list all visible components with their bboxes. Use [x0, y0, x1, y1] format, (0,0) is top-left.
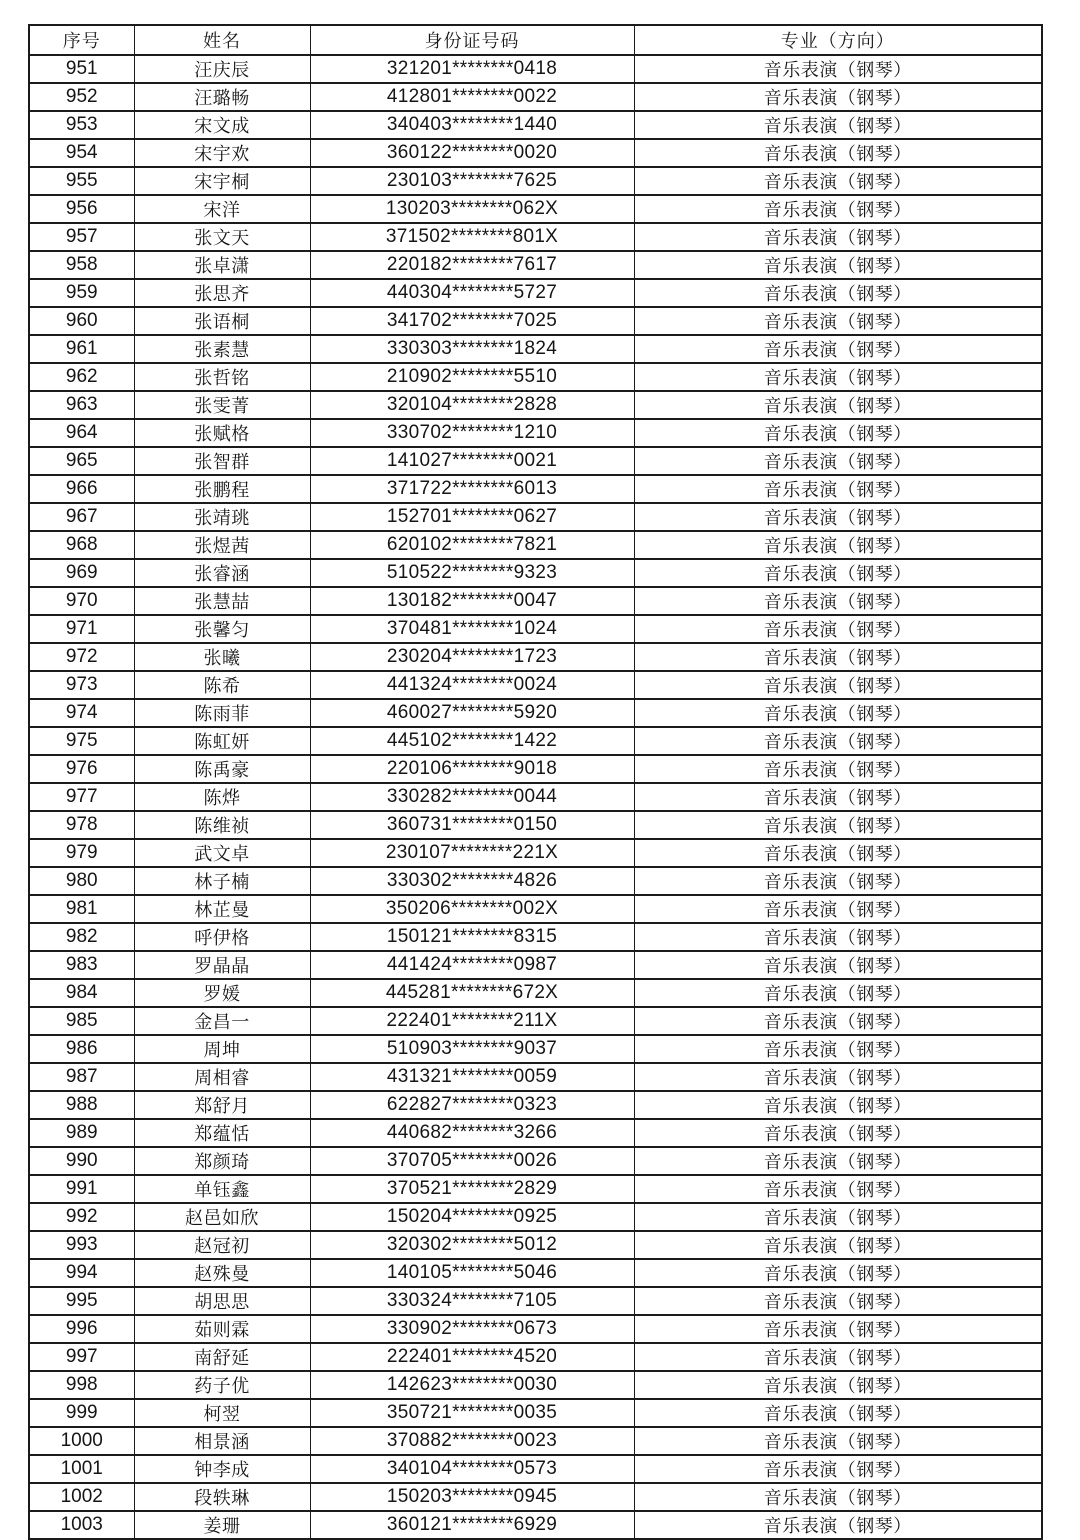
- table-row: [29, 55, 1042, 83]
- cell-major: 音乐表演（钢琴）: [634, 1119, 1042, 1147]
- cell-major: 音乐表演（钢琴）: [634, 1399, 1042, 1427]
- cell-name: 张靖珧: [134, 503, 310, 531]
- cell-name: 张煜茜: [134, 531, 310, 559]
- cell-name: 张语桐: [134, 307, 310, 335]
- cell-name: 汪璐畅: [134, 83, 310, 111]
- cell-name: 宋文成: [134, 111, 310, 139]
- header-row: [29, 25, 1042, 55]
- cell-major: 音乐表演（钢琴）: [634, 167, 1042, 195]
- table-row: [29, 251, 1042, 279]
- cell-major: 音乐表演（钢琴）: [634, 531, 1042, 559]
- cell-id-number: 142623********0030: [310, 1371, 634, 1399]
- cell-id-number: 222401********4520: [310, 1343, 634, 1371]
- cell-serial-number: 979: [29, 839, 134, 867]
- cell-id-number: 320302********5012: [310, 1231, 634, 1259]
- cell-id-number: 341702********7025: [310, 307, 634, 335]
- table-row: [29, 615, 1042, 643]
- cell-name: 陈禹豪: [134, 755, 310, 783]
- cell-id-number: 130203********062X: [310, 195, 634, 223]
- table-row: [29, 391, 1042, 419]
- cell-serial-number: 999: [29, 1399, 134, 1427]
- cell-serial-number: 980: [29, 867, 134, 895]
- cell-id-number: 622827********0323: [310, 1091, 634, 1119]
- table-row: [29, 447, 1042, 475]
- cell-serial-number: 956: [29, 195, 134, 223]
- cell-id-number: 330702********1210: [310, 419, 634, 447]
- cell-major: 音乐表演（钢琴）: [634, 839, 1042, 867]
- cell-name: 陈雨菲: [134, 699, 310, 727]
- table-row: [29, 1483, 1042, 1511]
- header-serial-number: 序号: [29, 25, 134, 55]
- cell-serial-number: 1003: [29, 1511, 134, 1539]
- cell-major: 音乐表演（钢琴）: [634, 1147, 1042, 1175]
- cell-serial-number: 961: [29, 335, 134, 363]
- table-row: [29, 587, 1042, 615]
- cell-serial-number: 995: [29, 1287, 134, 1315]
- cell-id-number: 445102********1422: [310, 727, 634, 755]
- cell-id-number: 510903********9037: [310, 1035, 634, 1063]
- cell-serial-number: 987: [29, 1063, 134, 1091]
- cell-major: 音乐表演（钢琴）: [634, 1203, 1042, 1231]
- cell-serial-number: 978: [29, 811, 134, 839]
- table-row: [29, 1427, 1042, 1455]
- cell-name: 陈烨: [134, 783, 310, 811]
- cell-id-number: 510522********9323: [310, 559, 634, 587]
- table-row: [29, 223, 1042, 251]
- cell-id-number: 230103********7625: [310, 167, 634, 195]
- header-major: 专业（方向）: [634, 25, 1042, 55]
- cell-name: 张赋格: [134, 419, 310, 447]
- table-row: [29, 559, 1042, 587]
- cell-name: 宋宇欢: [134, 139, 310, 167]
- cell-major: 音乐表演（钢琴）: [634, 195, 1042, 223]
- table-row: [29, 1147, 1042, 1175]
- cell-serial-number: 957: [29, 223, 134, 251]
- cell-major: 音乐表演（钢琴）: [634, 1091, 1042, 1119]
- table-row: [29, 895, 1042, 923]
- cell-serial-number: 951: [29, 55, 134, 83]
- cell-major: 音乐表演（钢琴）: [634, 475, 1042, 503]
- cell-major: 音乐表演（钢琴）: [634, 923, 1042, 951]
- table-row: [29, 1091, 1042, 1119]
- cell-id-number: 360731********0150: [310, 811, 634, 839]
- table-row: [29, 1315, 1042, 1343]
- cell-id-number: 321201********0418: [310, 55, 634, 83]
- cell-id-number: 330324********7105: [310, 1287, 634, 1315]
- table-row: [29, 1119, 1042, 1147]
- cell-major: 音乐表演（钢琴）: [634, 587, 1042, 615]
- cell-id-number: 371502********801X: [310, 223, 634, 251]
- cell-name: 赵冠初: [134, 1231, 310, 1259]
- cell-major: 音乐表演（钢琴）: [634, 503, 1042, 531]
- cell-major: 音乐表演（钢琴）: [634, 1287, 1042, 1315]
- cell-major: 音乐表演（钢琴）: [634, 1007, 1042, 1035]
- cell-name: 张卓潇: [134, 251, 310, 279]
- cell-serial-number: 996: [29, 1315, 134, 1343]
- cell-id-number: 370705********0026: [310, 1147, 634, 1175]
- cell-major: 音乐表演（钢琴）: [634, 1231, 1042, 1259]
- cell-name: 张睿涵: [134, 559, 310, 587]
- table-row: [29, 307, 1042, 335]
- cell-id-number: 460027********5920: [310, 699, 634, 727]
- table-row: [29, 1203, 1042, 1231]
- table-row: [29, 1231, 1042, 1259]
- cell-id-number: 441424********0987: [310, 951, 634, 979]
- cell-id-number: 445281********672X: [310, 979, 634, 1007]
- cell-serial-number: 968: [29, 531, 134, 559]
- cell-serial-number: 953: [29, 111, 134, 139]
- cell-major: 音乐表演（钢琴）: [634, 419, 1042, 447]
- table-row: [29, 363, 1042, 391]
- cell-name: 张智群: [134, 447, 310, 475]
- cell-name: 张雯菁: [134, 391, 310, 419]
- table-row: [29, 867, 1042, 895]
- cell-id-number: 340104********0573: [310, 1455, 634, 1483]
- cell-major: 音乐表演（钢琴）: [634, 615, 1042, 643]
- cell-id-number: 150203********0945: [310, 1483, 634, 1511]
- cell-serial-number: 998: [29, 1371, 134, 1399]
- cell-id-number: 431321********0059: [310, 1063, 634, 1091]
- cell-name: 汪庆辰: [134, 55, 310, 83]
- cell-name: 张馨匀: [134, 615, 310, 643]
- cell-serial-number: 952: [29, 83, 134, 111]
- cell-id-number: 222401********211X: [310, 1007, 634, 1035]
- table-row: [29, 643, 1042, 671]
- cell-major: 音乐表演（钢琴）: [634, 251, 1042, 279]
- cell-name: 钟李成: [134, 1455, 310, 1483]
- cell-id-number: 412801********0022: [310, 83, 634, 111]
- table-row: [29, 783, 1042, 811]
- cell-id-number: 130182********0047: [310, 587, 634, 615]
- cell-name: 周相睿: [134, 1063, 310, 1091]
- cell-serial-number: 982: [29, 923, 134, 951]
- cell-major: 音乐表演（钢琴）: [634, 755, 1042, 783]
- cell-serial-number: 993: [29, 1231, 134, 1259]
- cell-name: 姜珊: [134, 1511, 310, 1539]
- cell-major: 音乐表演（钢琴）: [634, 1427, 1042, 1455]
- cell-name: 宋洋: [134, 195, 310, 223]
- cell-major: 音乐表演（钢琴）: [634, 307, 1042, 335]
- cell-major: 音乐表演（钢琴）: [634, 391, 1042, 419]
- table-row: [29, 1343, 1042, 1371]
- table-row: [29, 139, 1042, 167]
- cell-id-number: 371722********6013: [310, 475, 634, 503]
- cell-major: 音乐表演（钢琴）: [634, 363, 1042, 391]
- cell-id-number: 220106********9018: [310, 755, 634, 783]
- cell-name: 柯翌: [134, 1399, 310, 1427]
- cell-major: 音乐表演（钢琴）: [634, 727, 1042, 755]
- cell-name: 周坤: [134, 1035, 310, 1063]
- cell-serial-number: 967: [29, 503, 134, 531]
- cell-serial-number: 960: [29, 307, 134, 335]
- cell-major: 音乐表演（钢琴）: [634, 1315, 1042, 1343]
- cell-serial-number: 984: [29, 979, 134, 1007]
- table-row: [29, 335, 1042, 363]
- table-row: [29, 279, 1042, 307]
- cell-id-number: 370481********1024: [310, 615, 634, 643]
- cell-name: 相景涵: [134, 1427, 310, 1455]
- cell-serial-number: 964: [29, 419, 134, 447]
- cell-name: 胡思思: [134, 1287, 310, 1315]
- table-row: [29, 1175, 1042, 1203]
- cell-id-number: 360122********0020: [310, 139, 634, 167]
- cell-id-number: 330902********0673: [310, 1315, 634, 1343]
- cell-serial-number: 990: [29, 1147, 134, 1175]
- cell-serial-number: 962: [29, 363, 134, 391]
- cell-serial-number: 991: [29, 1175, 134, 1203]
- table-row: [29, 1007, 1042, 1035]
- table-row: [29, 923, 1042, 951]
- table-row: [29, 503, 1042, 531]
- table-row: [29, 1511, 1042, 1539]
- cell-major: 音乐表演（钢琴）: [634, 279, 1042, 307]
- cell-name: 赵殊曼: [134, 1259, 310, 1287]
- cell-id-number: 360121********6929: [310, 1511, 634, 1539]
- table-row: [29, 839, 1042, 867]
- header-name: 姓名: [134, 25, 310, 55]
- cell-id-number: 350206********002X: [310, 895, 634, 923]
- cell-serial-number: 965: [29, 447, 134, 475]
- cell-id-number: 141027********0021: [310, 447, 634, 475]
- table-row: [29, 951, 1042, 979]
- cell-id-number: 350721********0035: [310, 1399, 634, 1427]
- cell-id-number: 150121********8315: [310, 923, 634, 951]
- cell-id-number: 330282********0044: [310, 783, 634, 811]
- cell-serial-number: 969: [29, 559, 134, 587]
- cell-major: 音乐表演（钢琴）: [634, 643, 1042, 671]
- table-row: [29, 1063, 1042, 1091]
- cell-serial-number: 992: [29, 1203, 134, 1231]
- cell-serial-number: 963: [29, 391, 134, 419]
- cell-name: 金昌一: [134, 1007, 310, 1035]
- cell-major: 音乐表演（钢琴）: [634, 1483, 1042, 1511]
- table-row: [29, 671, 1042, 699]
- cell-name: 张鹏程: [134, 475, 310, 503]
- cell-serial-number: 985: [29, 1007, 134, 1035]
- student-roster-table: [28, 24, 1043, 1540]
- cell-name: 郑舒月: [134, 1091, 310, 1119]
- table-row: [29, 1399, 1042, 1427]
- cell-major: 音乐表演（钢琴）: [634, 811, 1042, 839]
- cell-major: 音乐表演（钢琴）: [634, 671, 1042, 699]
- cell-serial-number: 966: [29, 475, 134, 503]
- cell-id-number: 220182********7617: [310, 251, 634, 279]
- cell-id-number: 340403********1440: [310, 111, 634, 139]
- cell-serial-number: 986: [29, 1035, 134, 1063]
- table-row: [29, 1287, 1042, 1315]
- cell-name: 陈维祯: [134, 811, 310, 839]
- table-row: [29, 111, 1042, 139]
- table-row: [29, 1455, 1042, 1483]
- cell-name: 南舒延: [134, 1343, 310, 1371]
- table-row: [29, 83, 1042, 111]
- table-row: [29, 475, 1042, 503]
- cell-name: 陈虹妍: [134, 727, 310, 755]
- cell-name: 郑颜琦: [134, 1147, 310, 1175]
- cell-serial-number: 959: [29, 279, 134, 307]
- cell-name: 张曦: [134, 643, 310, 671]
- cell-major: 音乐表演（钢琴）: [634, 111, 1042, 139]
- cell-id-number: 440304********5727: [310, 279, 634, 307]
- cell-major: 音乐表演（钢琴）: [634, 1259, 1042, 1287]
- header-id-number: 身份证号码: [310, 25, 634, 55]
- table-row: [29, 811, 1042, 839]
- table-row: [29, 195, 1042, 223]
- cell-serial-number: 976: [29, 755, 134, 783]
- cell-name: 药子优: [134, 1371, 310, 1399]
- cell-name: 单钰鑫: [134, 1175, 310, 1203]
- cell-name: 林子楠: [134, 867, 310, 895]
- cell-id-number: 230204********1723: [310, 643, 634, 671]
- cell-serial-number: 1002: [29, 1483, 134, 1511]
- cell-name: 林芷曼: [134, 895, 310, 923]
- cell-major: 音乐表演（钢琴）: [634, 895, 1042, 923]
- cell-serial-number: 1000: [29, 1427, 134, 1455]
- cell-major: 音乐表演（钢琴）: [634, 951, 1042, 979]
- cell-major: 音乐表演（钢琴）: [634, 335, 1042, 363]
- cell-major: 音乐表演（钢琴）: [634, 559, 1042, 587]
- cell-id-number: 140105********5046: [310, 1259, 634, 1287]
- table-row: [29, 699, 1042, 727]
- cell-serial-number: 971: [29, 615, 134, 643]
- cell-name: 武文卓: [134, 839, 310, 867]
- cell-major: 音乐表演（钢琴）: [634, 83, 1042, 111]
- cell-serial-number: 954: [29, 139, 134, 167]
- cell-serial-number: 970: [29, 587, 134, 615]
- cell-id-number: 620102********7821: [310, 531, 634, 559]
- cell-name: 罗媛: [134, 979, 310, 1007]
- cell-major: 音乐表演（钢琴）: [634, 1455, 1042, 1483]
- cell-name: 宋宇桐: [134, 167, 310, 195]
- cell-name: 赵邑如欣: [134, 1203, 310, 1231]
- table-row: [29, 1259, 1042, 1287]
- table-row: [29, 1035, 1042, 1063]
- cell-id-number: 370521********2829: [310, 1175, 634, 1203]
- table-row: [29, 419, 1042, 447]
- cell-major: 音乐表演（钢琴）: [634, 1371, 1042, 1399]
- cell-name: 张素慧: [134, 335, 310, 363]
- cell-serial-number: 955: [29, 167, 134, 195]
- cell-serial-number: 989: [29, 1119, 134, 1147]
- cell-serial-number: 983: [29, 951, 134, 979]
- cell-id-number: 152701********0627: [310, 503, 634, 531]
- table-row: [29, 167, 1042, 195]
- cell-serial-number: 994: [29, 1259, 134, 1287]
- cell-major: 音乐表演（钢琴）: [634, 867, 1042, 895]
- cell-major: 音乐表演（钢琴）: [634, 1511, 1042, 1539]
- cell-name: 罗晶晶: [134, 951, 310, 979]
- cell-major: 音乐表演（钢琴）: [634, 783, 1042, 811]
- cell-major: 音乐表演（钢琴）: [634, 223, 1042, 251]
- cell-id-number: 330303********1824: [310, 335, 634, 363]
- cell-id-number: 210902********5510: [310, 363, 634, 391]
- cell-id-number: 230107********221X: [310, 839, 634, 867]
- cell-serial-number: 972: [29, 643, 134, 671]
- cell-name: 呼伊格: [134, 923, 310, 951]
- cell-name: 张文天: [134, 223, 310, 251]
- cell-name: 张哲铭: [134, 363, 310, 391]
- cell-name: 段轶琳: [134, 1483, 310, 1511]
- cell-name: 张慧喆: [134, 587, 310, 615]
- cell-major: 音乐表演（钢琴）: [634, 699, 1042, 727]
- table-row: [29, 727, 1042, 755]
- table-row: [29, 979, 1042, 1007]
- cell-major: 音乐表演（钢琴）: [634, 447, 1042, 475]
- cell-id-number: 441324********0024: [310, 671, 634, 699]
- table-row: [29, 1371, 1042, 1399]
- cell-serial-number: 981: [29, 895, 134, 923]
- cell-id-number: 150204********0925: [310, 1203, 634, 1231]
- cell-id-number: 330302********4826: [310, 867, 634, 895]
- cell-name: 茹则霖: [134, 1315, 310, 1343]
- cell-serial-number: 975: [29, 727, 134, 755]
- cell-id-number: 440682********3266: [310, 1119, 634, 1147]
- cell-serial-number: 988: [29, 1091, 134, 1119]
- cell-major: 音乐表演（钢琴）: [634, 1063, 1042, 1091]
- cell-serial-number: 974: [29, 699, 134, 727]
- cell-serial-number: 997: [29, 1343, 134, 1371]
- table-row: [29, 755, 1042, 783]
- cell-id-number: 370882********0023: [310, 1427, 634, 1455]
- cell-serial-number: 1001: [29, 1455, 134, 1483]
- cell-major: 音乐表演（钢琴）: [634, 1035, 1042, 1063]
- cell-major: 音乐表演（钢琴）: [634, 1343, 1042, 1371]
- cell-major: 音乐表演（钢琴）: [634, 139, 1042, 167]
- cell-name: 张思齐: [134, 279, 310, 307]
- cell-serial-number: 973: [29, 671, 134, 699]
- cell-major: 音乐表演（钢琴）: [634, 1175, 1042, 1203]
- cell-major: 音乐表演（钢琴）: [634, 55, 1042, 83]
- cell-serial-number: 958: [29, 251, 134, 279]
- cell-major: 音乐表演（钢琴）: [634, 979, 1042, 1007]
- table-row: [29, 531, 1042, 559]
- cell-name: 郑蕴恬: [134, 1119, 310, 1147]
- cell-name: 陈希: [134, 671, 310, 699]
- cell-id-number: 320104********2828: [310, 391, 634, 419]
- cell-serial-number: 977: [29, 783, 134, 811]
